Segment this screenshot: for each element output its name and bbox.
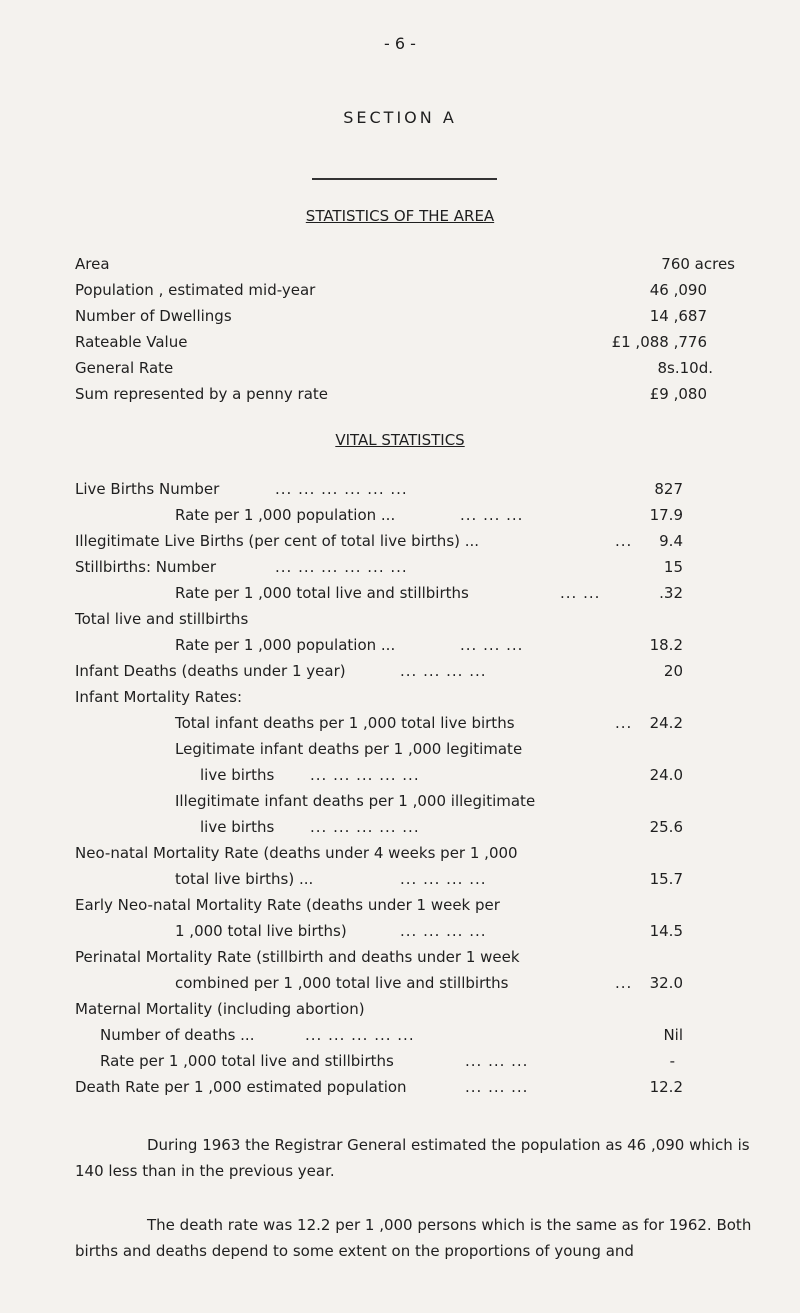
vital-stat-row	[75, 740, 735, 762]
vital-stat-row	[75, 974, 735, 996]
vital-heading: VITAL STATISTICS	[335, 431, 465, 449]
leader-dots: ... ...	[560, 584, 601, 602]
vital-stat-label: Infant Deaths (deaths under 1 year)	[75, 662, 346, 680]
vital-stat-row	[75, 844, 735, 866]
area-stat-label: Area	[75, 255, 110, 273]
area-stat-label: Population , estimated mid-year	[75, 281, 316, 299]
vital-stat-label: total live births) ...	[175, 870, 314, 888]
leader-dots: ...	[615, 532, 633, 550]
area-stat-row	[75, 307, 735, 329]
area-stat-value: 760 acres	[661, 255, 735, 273]
vital-stat-row	[75, 766, 735, 788]
paragraph-death-rate: The death rate was 12.2 per 1 ,000 persons which is the same as for 1962. Both births and deaths depend to some extent on the proportions of young and	[75, 1216, 752, 1260]
vital-stat-label: Rate per 1 ,000 total live and stillbirths	[100, 1052, 394, 1070]
vital-stat-value: -	[669, 1052, 675, 1070]
area-stat-label: Sum represented by a penny rate	[75, 385, 329, 403]
vital-stat-label: live births	[200, 818, 275, 836]
vital-stat-label: Live Births Number	[75, 480, 220, 498]
vital-stat-value: 18.2	[649, 636, 683, 654]
leader-dots: ... ... ... ... ... ...	[275, 558, 408, 576]
vital-stat-label: Early Neo-natal Mortality Rate (deaths under 1 week per	[75, 896, 500, 914]
area-stat-value: £9 ,080	[649, 385, 707, 403]
leader-dots: ... ... ... ... ...	[310, 818, 420, 836]
area-stat-value: 46 ,090	[649, 281, 707, 299]
leader-dots: ... ... ...	[465, 1052, 529, 1070]
area-stat-label: Number of Dwellings	[75, 307, 232, 325]
leader-dots: ... ... ... ... ...	[310, 766, 420, 784]
leader-dots: ... ... ...	[465, 1078, 529, 1096]
vital-stat-row	[75, 558, 735, 580]
vital-stat-row	[75, 532, 735, 554]
area-stat-value: £1 ,088 ,776	[611, 333, 707, 351]
vital-stat-label: Maternal Mortality (including abortion)	[75, 1000, 365, 1018]
vital-stat-row	[75, 1026, 735, 1048]
vital-stat-label: Legitimate infant deaths per 1 ,000 legitimate	[175, 740, 523, 758]
vital-stat-value: 15	[663, 558, 683, 576]
vital-stat-label: Rate per 1 ,000 population ...	[175, 506, 396, 524]
area-heading: STATISTICS OF THE AREA	[305, 207, 495, 225]
vital-stat-value: 20	[663, 662, 683, 680]
area-stat-row	[75, 385, 735, 407]
vital-stat-row	[75, 584, 735, 606]
leader-dots: ...	[615, 974, 633, 992]
area-stat-row	[75, 255, 735, 277]
vital-stat-label: Neo-natal Mortality Rate (deaths under 4 weeks per 1 ,000	[75, 844, 518, 862]
vital-stat-value: 12.2	[649, 1078, 683, 1096]
vital-stat-value: 15.7	[649, 870, 683, 888]
area-stat-row	[75, 333, 735, 355]
leader-dots: ... ... ... ... ... ...	[275, 480, 408, 498]
vital-stat-row	[75, 506, 735, 528]
paragraph-population: During 1963 the Registrar General estimated the population as 46 ,090 which is 140 less than in the previous year.	[75, 1136, 750, 1180]
vital-stat-label: Rate per 1 ,000 population ...	[175, 636, 396, 654]
vital-stat-value: .32	[659, 584, 683, 602]
area-stat-row	[75, 359, 735, 381]
vital-stat-value: 32.0	[649, 974, 683, 992]
vital-stat-value: 24.2	[649, 714, 683, 732]
vital-stat-label: Stillbirths: Number	[75, 558, 217, 576]
vital-stat-label: Death Rate per 1 ,000 estimated population	[75, 1078, 407, 1096]
area-stat-label: General Rate	[75, 359, 174, 377]
vital-stat-label: Rate per 1 ,000 total live and stillbirths	[175, 584, 469, 602]
vital-stat-row	[75, 636, 735, 658]
leader-dots: ... ... ...	[460, 636, 524, 654]
vital-stat-row	[75, 714, 735, 736]
vital-stat-value: 25.6	[649, 818, 683, 836]
vital-stat-label: Total infant deaths per 1 ,000 total live births	[175, 714, 515, 732]
area-stat-label: Rateable Value	[75, 333, 188, 351]
vital-stat-value: 9.4	[659, 532, 683, 550]
vital-stat-row	[75, 792, 735, 814]
vital-stat-row	[75, 922, 735, 944]
vital-stat-row	[75, 896, 735, 918]
vital-stat-value: Nil	[663, 1026, 683, 1044]
vital-stat-label: Illegitimate infant deaths per 1 ,000 illegitimate	[175, 792, 536, 810]
vital-stat-row	[75, 948, 735, 970]
area-stat-row	[75, 281, 735, 303]
vital-stat-value: 14.5	[649, 922, 683, 940]
vital-stat-value: 24.0	[649, 766, 683, 784]
leader-dots: ... ... ... ...	[400, 870, 487, 888]
vital-stat-row	[75, 688, 735, 710]
area-stat-value: 14 ,687	[649, 307, 707, 325]
vital-stat-label: Illegitimate Live Births (per cent of total live births) ...	[75, 532, 480, 550]
leader-dots: ... ... ... ... ...	[305, 1026, 415, 1044]
leader-dots: ... ... ...	[460, 506, 524, 524]
vital-stat-row	[75, 662, 735, 684]
vital-stat-value: 17.9	[649, 506, 683, 524]
vital-stat-label: Number of deaths ...	[100, 1026, 255, 1044]
leader-dots: ...	[615, 714, 633, 732]
vital-stat-row	[75, 1078, 735, 1100]
leader-dots: ... ... ... ...	[400, 662, 487, 680]
vital-stat-row	[75, 818, 735, 840]
section-title: SECTION A	[343, 108, 457, 127]
vital-stat-value: 827	[654, 480, 683, 498]
vital-stat-label: 1 ,000 total live births)	[175, 922, 347, 940]
vital-stat-label: Total live and stillbirths	[75, 610, 249, 628]
page-number: - 6 -	[384, 34, 416, 53]
vital-stat-row	[75, 480, 735, 502]
vital-stat-row	[75, 1052, 735, 1074]
divider-rule	[312, 178, 497, 180]
vital-stat-row	[75, 870, 735, 892]
vital-stat-label: live births	[200, 766, 275, 784]
vital-stat-label: Perinatal Mortality Rate (stillbirth and deaths under 1 week	[75, 948, 520, 966]
vital-stat-row	[75, 610, 735, 632]
vital-stat-label: Infant Mortality Rates:	[75, 688, 243, 706]
vital-stat-label: combined per 1 ,000 total live and stillbirths	[175, 974, 509, 992]
leader-dots: ... ... ... ...	[400, 922, 487, 940]
vital-stat-row	[75, 1000, 735, 1022]
area-stat-value: 8s.10d.	[657, 359, 713, 377]
